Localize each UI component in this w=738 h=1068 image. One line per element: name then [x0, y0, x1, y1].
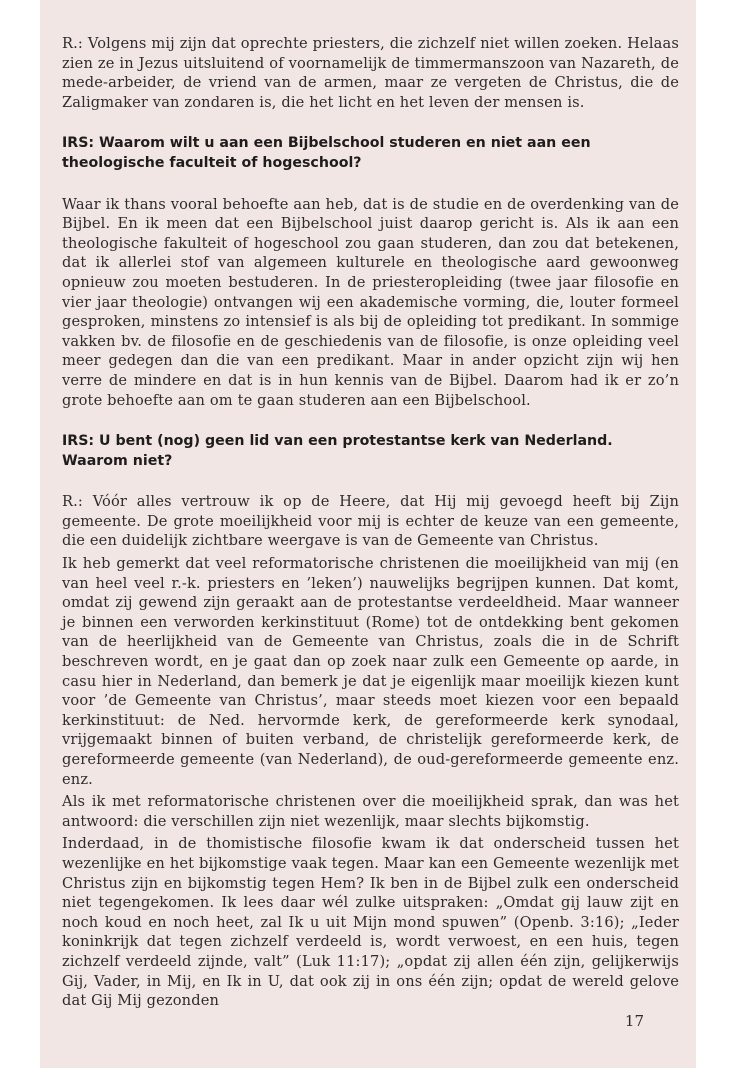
spacer — [62, 174, 679, 195]
paragraph: R.: Vóór alles vertrouw ik op de Heere, dat Hij mij gevoegd heeft bij Zijn gemeente. De grote moeilijkheid voor mij is echter de keuze van een gemeente, die een duidelijk zichtbare weergave is van de Gemeente van Christus. — [62, 493, 679, 550]
paragraph: Inderdaad, in de thomistische filosofie kwam ik dat onderscheid tussen het wezenlijke en het bijkomstige vaak tegen. Maar kan een Gemeente wezenlijk met Christus zijn en bijkomstig tegen Hem? Ik ben in de Bijbel zulk een onderscheid niet tegengekomen. Ik lees daar wél zulke uitspraken: „Omdat gij lauw zijt en noch koud en noch heet, zal Ik u uit Mijn mond spuwen” (Openb. 3:16); „Ieder koninkrijk dat tegen zichzelf verdeeld is, wordt verwoest, en een huis, tegen zichzelf verdeeld zijnde, valt” (Luk 11:17); „opdat zij allen één zijn, gelijkerwijs Gij, Vader, in Mij, en Ik in U, dat ook zij in ons één zijn; opdat de wereld gelove dat Gij Mij gezonden — [62, 835, 679, 1010]
scanned-page — [40, 0, 696, 1068]
spacer — [62, 471, 679, 492]
page-content — [62, 34, 679, 1011]
paragraph: Ik heb gemerkt dat veel reformatorische christenen die moeilijkheid van mij (en van heel veel r.-k. priesters en ’leken’) nauwelijks begrijpen kunnen. Dat komt, omdat zij gewend zijn geraakt aan de protestantse verdeeldheid. Maar wanneer je binnen een verworden kerkinstituut (Rome) tot de ontdekking bent gekomen van de heerlijkheid van de Gemeente van Christus, zoals die in de Schrift beschreven wordt, en je gaat dan op zoek naar zulk een Gemeente op aarde, in casu hier in Nederland, dan bemerk je dat je eigenlijk maar moeilijk kiezen kunt voor ’de Gemeente van Christus’, maar steeds moet kiezen voor een bepaald kerkinstituut: de Ned. hervormde kerk, de gereformeerde kerk synodaal, vrijgemaakt binnen of buiten verband, de christelijk gereformeerde kerk, de gereformeerde gemeente (van Nederland), de oud-gereformeerde gemeente enz. enz. — [62, 555, 679, 788]
question-heading: IRS: Waarom wilt u aan een Bijbelschool studeren en niet aan een theologische faculteit of hogeschool? — [62, 135, 591, 171]
page-number: 17 — [624, 1012, 644, 1030]
paragraph: Als ik met reformatorische christenen over die moeilijkheid sprak, dan was het antwoord: die verschillen zijn niet wezenlijk, maar slechts bijkomstig. — [62, 793, 679, 830]
heading-line: IRS: U bent (nog) geen lid van een protestantse kerk van Nederland. — [62, 433, 613, 450]
paragraph: Waar ik thans vooral behoefte aan heb, dat is de studie en de overdenking van de Bijbel. En ik meen dat een Bijbelschool juist daarop gericht is. Als ik aan een theologische fakulteit of hogeschool zou gaan studeren, dan zou dat betekenen, dat ik allerlei stof van algemeen kulturele en theologische aard gewoonweg opnieuw zou moeten bestuderen. In de priesteropleiding (twee jaar filosofie en vier jaar theologie) ontvangen wij een akademische vorming, die, louter formeel gesproken, minstens zo intensief is als bij de opleiding tot predikant. In sommige vakken bv. de filosofie en de geschiedenis van de filosofie, is onze opleiding veel meer gedegen dan die van een predikant. Maar in ander opzicht zijn wij hen verre de mindere en dat is in hun kennis van de Bijbel. Daarom had ik er zo’n grote behoefte aan om te gaan studeren aan een Bijbelschool. — [62, 195, 679, 409]
paragraph: R.: Volgens mij zijn dat oprechte priesters, die zichzelf niet willen zoeken. Helaas zien ze in Jezus uitsluitend of voornamelijk de timmermanszoon van Nazareth, de mede-arbeider, de vriend van de armen, maar ze vergeten de Christus, die de Zaligmaker van zondaren is, die het licht en het leven der mensen is. — [62, 35, 679, 111]
question-heading — [62, 432, 679, 471]
spacer — [62, 112, 679, 134]
spacer — [62, 410, 679, 432]
heading-line: Waarom niet? — [62, 452, 173, 469]
